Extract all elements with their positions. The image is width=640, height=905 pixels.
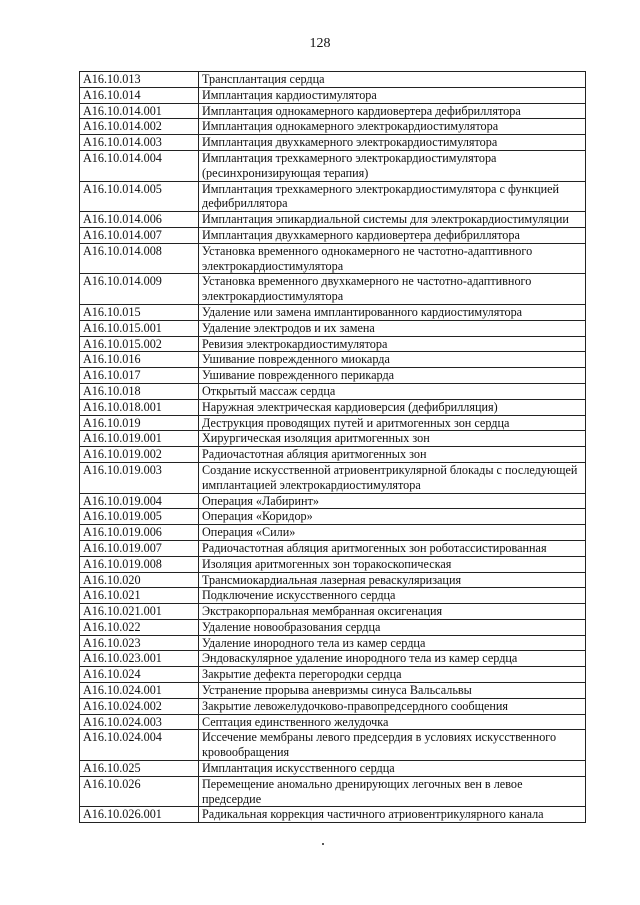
procedure-code: A16.10.014.001 [80,103,199,119]
procedure-code: A16.10.014 [80,87,199,103]
table-row [80,493,586,509]
procedure-code: A16.10.014.006 [80,212,199,228]
table-row [80,651,586,667]
table-row [80,714,586,730]
table-row [80,698,586,714]
procedure-code: A16.10.014.007 [80,227,199,243]
procedure-code: A16.10.023 [80,635,199,651]
table-row [80,447,586,463]
procedure-name: Закрытие левожелудочково-правопредсердного сообщения [199,698,586,714]
procedure-code: A16.10.016 [80,352,199,368]
procedure-name: Ушивание поврежденного миокарда [199,352,586,368]
procedure-code: A16.10.019 [80,415,199,431]
procedure-name: Наружная электрическая кардиоверсия (дефибрилляция) [199,399,586,415]
procedure-name: Подключение искусственного сердца [199,588,586,604]
table-row [80,588,586,604]
table-row [80,556,586,572]
table-row [80,243,586,274]
procedure-name: Удаление электродов и их замена [199,320,586,336]
procedure-code: A16.10.026 [80,776,199,807]
procedure-code: A16.10.013 [80,72,199,88]
procedure-name: Трансплантация сердца [199,72,586,88]
procedure-name: Имплантация однокамерного электрокардиостимулятора [199,119,586,135]
table-row [80,352,586,368]
table-row [80,776,586,807]
procedure-name: Открытый массаж сердца [199,383,586,399]
table-row [80,683,586,699]
table-row [80,415,586,431]
table-row [80,761,586,777]
table-row [80,150,586,181]
procedure-code: A16.10.015.002 [80,336,199,352]
procedure-name: Удаление или замена имплантированного кардиостимулятора [199,304,586,320]
procedure-code: A16.10.021.001 [80,604,199,620]
table-row [80,730,586,761]
table-row [80,509,586,525]
table-row [80,635,586,651]
table-row [80,212,586,228]
procedure-name: Изоляция аритмогенных зон торакоскопическая [199,556,586,572]
procedure-name: Имплантация однокамерного кардиовертера дефибриллятора [199,103,586,119]
procedure-name: Операция «Коридор» [199,509,586,525]
table-row [80,336,586,352]
procedure-name: Хирургическая изоляция аритмогенных зон [199,431,586,447]
procedure-code: A16.10.019.005 [80,509,199,525]
table-row [80,807,586,823]
table-row [80,572,586,588]
procedure-code: A16.10.014.005 [80,181,199,212]
procedure-name: Установка временного двухкамерного не частотно-адаптивного электрокардиостимулятора [199,274,586,305]
table-row [80,431,586,447]
table-row [80,525,586,541]
procedure-code: A16.10.015.001 [80,320,199,336]
procedure-name: Имплантация двухкамерного кардиовертера дефибриллятора [199,227,586,243]
procedure-name: Ушивание поврежденного перикарда [199,368,586,384]
procedure-code: A16.10.018 [80,383,199,399]
table-row [80,274,586,305]
procedure-name: Создание искусственной атриовентрикулярной блокады с последующей имплантацией электрокардиостимулятора [199,462,586,493]
procedure-name: Эндоваскулярное удаление инородного тела из камер сердца [199,651,586,667]
procedure-table-body [80,72,586,823]
procedure-code: A16.10.019.007 [80,540,199,556]
procedure-code: A16.10.023.001 [80,651,199,667]
procedure-code: A16.10.024.002 [80,698,199,714]
procedure-code: A16.10.019.001 [80,431,199,447]
procedure-name: Установка временного однокамерного не частотно-адаптивного электрокардиостимулятора [199,243,586,274]
table-row [80,103,586,119]
table-row [80,540,586,556]
procedure-code: A16.10.019.002 [80,447,199,463]
procedure-name: Операция «Лабиринт» [199,493,586,509]
procedure-name: Радиочастотная абляция аритмогенных зон [199,447,586,463]
procedure-code: A16.10.018.001 [80,399,199,415]
table-row [80,135,586,151]
table-row [80,604,586,620]
procedure-name: Имплантация кардиостимулятора [199,87,586,103]
procedure-code: A16.10.014.008 [80,243,199,274]
table-row [80,667,586,683]
procedure-code: A16.10.026.001 [80,807,199,823]
procedure-name: Экстракорпоральная мембранная оксигенация [199,604,586,620]
procedure-name: Имплантация эпикардиальной системы для электрокардиостимуляции [199,212,586,228]
procedure-code: A16.10.022 [80,619,199,635]
procedure-code: A16.10.025 [80,761,199,777]
procedure-name: Ревизия электрокардиостимулятора [199,336,586,352]
procedure-code: A16.10.014.004 [80,150,199,181]
procedure-code: A16.10.019.006 [80,525,199,541]
table-row [80,181,586,212]
procedure-name: Имплантация двухкамерного электрокардиостимулятора [199,135,586,151]
procedure-name: Трансмиокардиальная лазерная реваскуляризация [199,572,586,588]
procedure-name: Деструкция проводящих путей и аритмогенных зон сердца [199,415,586,431]
procedure-code: A16.10.014.009 [80,274,199,305]
procedure-code: A16.10.015 [80,304,199,320]
procedure-code: A16.10.021 [80,588,199,604]
procedure-name: Удаление новообразования сердца [199,619,586,635]
procedure-code: A16.10.020 [80,572,199,588]
procedure-code: A16.10.024 [80,667,199,683]
procedure-name: Устранение прорыва аневризмы синуса Вальсальвы [199,683,586,699]
procedure-code: A16.10.017 [80,368,199,384]
procedure-code: A16.10.019.004 [80,493,199,509]
procedure-code: A16.10.019.003 [80,462,199,493]
procedure-name: Радикальная коррекция частичного атриовентрикулярного канала [199,807,586,823]
procedure-code: A16.10.014.002 [80,119,199,135]
table-row [80,320,586,336]
procedure-name: Иссечение мембраны левого предсердия в условиях искусственного кровообращения [199,730,586,761]
procedure-name: Закрытие дефекта перегородки сердца [199,667,586,683]
table-row [80,399,586,415]
procedure-name: Операция «Сили» [199,525,586,541]
procedure-code: A16.10.014.003 [80,135,199,151]
table-row [80,119,586,135]
procedure-name: Удаление инородного тела из камер сердца [199,635,586,651]
table-row [80,87,586,103]
page-number: 128 [309,36,331,51]
procedure-name: Септация единственного желудочка [199,714,586,730]
procedure-name: Радиочастотная абляция аритмогенных зон роботассистированная [199,540,586,556]
table-row [80,304,586,320]
table-row [80,383,586,399]
procedure-name: Имплантация трехкамерного электрокардиостимулятора (ресинхронизирующая терапия) [199,150,586,181]
scan-dot [322,843,324,845]
procedure-code: A16.10.024.004 [80,730,199,761]
procedure-name: Перемещение аномально дренирующих легочных вен в левое предсердие [199,776,586,807]
procedure-name: Имплантация искусственного сердца [199,761,586,777]
table-row [80,368,586,384]
table-row [80,72,586,88]
procedure-code: A16.10.024.001 [80,683,199,699]
procedure-table [79,71,586,823]
table-row [80,462,586,493]
procedure-name: Имплантация трехкамерного электрокардиостимулятора с функцией дефибриллятора [199,181,586,212]
procedure-code: A16.10.019.008 [80,556,199,572]
table-row [80,619,586,635]
procedure-code: A16.10.024.003 [80,714,199,730]
table-row [80,227,586,243]
